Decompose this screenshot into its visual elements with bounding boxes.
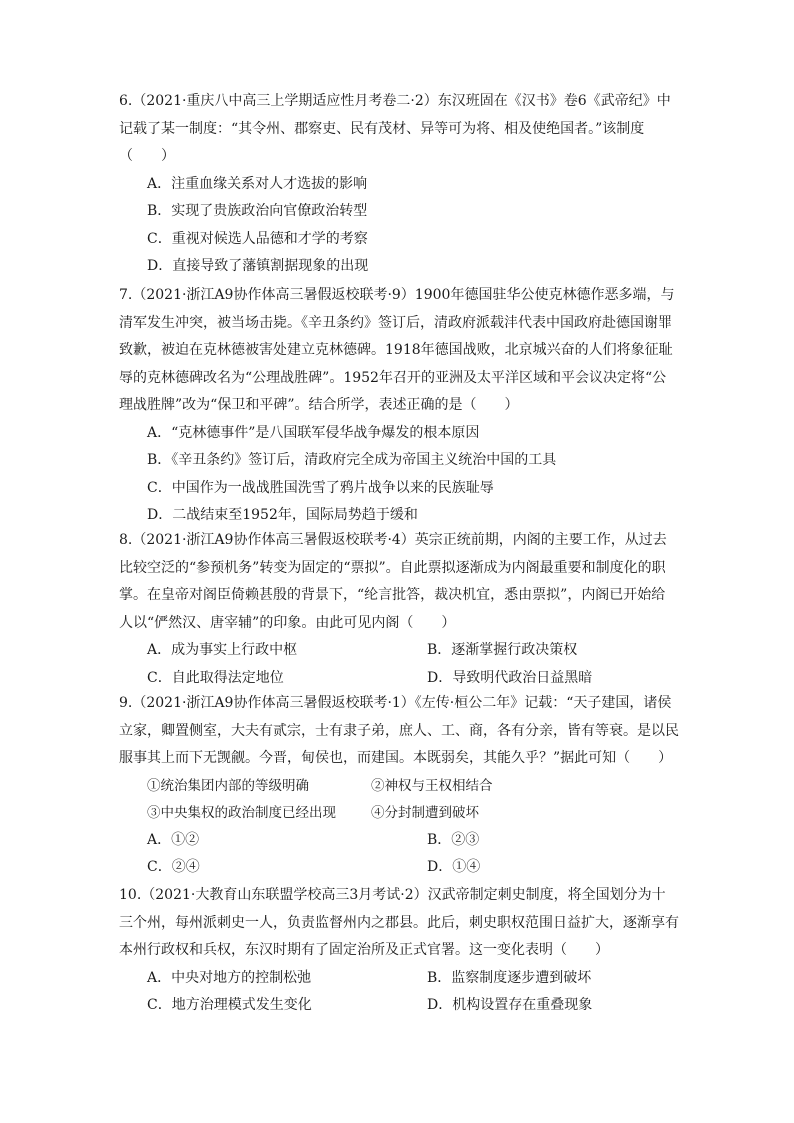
option-c[interactable]: C．重视对候选人品德和才学的考察 [147, 230, 368, 247]
question-8 [119, 527, 679, 692]
option-c[interactable]: C．中国作为一战战胜国洗雪了鸦片战争以来的民族耻辱 [147, 479, 494, 496]
option-b[interactable]: B．监察制度逐步遭到破坏 [427, 969, 592, 986]
option-c[interactable]: C．②④ [147, 859, 200, 875]
question-stem: 6.（2021·重庆八中高三上学期适应性月考卷二·2）东汉班固在《汉书》卷6《武帝纪》中记载了某一制度：“其令州、郡察吏、民有茂材、异等可为将、相及使绝国者。”该制度（ ） [119, 93, 671, 164]
statement-4: ④分封制遭到破坏 [371, 804, 479, 821]
statement-3: ③中央集权的政治制度已经出现 [147, 804, 336, 821]
option-d[interactable]: D．机构设置存在重叠现象 [427, 997, 593, 1013]
option-c[interactable]: C．自此取得法定地位 [147, 669, 284, 686]
option-a[interactable]: A．①② [147, 831, 200, 848]
option-b[interactable]: B．实现了贵族政治向官僚政治转型 [147, 203, 368, 219]
option-d[interactable]: D．导致明代政治日益黑暗 [427, 669, 593, 686]
question-stem: 10.（2021·大教育山东联盟学校高三3月考试·2）汉武帝制定刺史制度，将全国划分为十三个州，每州派刺史一人，负责监督州内之郡县。此后，刺史职权范围日益扩大，逐渐享有本州行政权和兵权，东汉时期有了固定治所及正式官署。这一变化表明（ ） [119, 887, 679, 958]
option-d[interactable]: D．①④ [427, 859, 481, 875]
option-d[interactable]: D．二战结束至1952年，国际局势趋于缓和 [147, 507, 418, 523]
option-d[interactable]: D．直接导致了藩镇割据现象的出现 [147, 258, 369, 274]
option-b[interactable]: B．②③ [427, 831, 480, 848]
question-stem: 7.（2021·浙江A9协作体高三暑假返校联考·9）1900年德国驻华公使克林德作恶多端，与清军发生冲突，被当场击毙。《辛丑条约》签订后，清政府派载沣代表中国政府赴德国谢罪致歉，被迫在克林德被害处建立克林德碑。1918年德国战败，北京城兴奋的人们将象征耻辱的克林德碑改名为“公理战胜碑”。1952年召开的亚洲及太平洋区域和平会议决定将“公理战胜牌”改为“保卫和平碑”。结合所学，表述正确的是（ ） [119, 287, 675, 413]
question-stem: 8.（2021·浙江A9协作体高三暑假返校联考·4）英宗正统前期，内阁的主要工作，从过去比较空泛的“参预机务”转变为固定的“票拟”。自此票拟逐渐成为内阁最重要和制度化的职掌。在皇帝对阁臣倚赖甚殷的背景下，“纶言批答，裁决机宜，悉由票拟”，内阁已开始给人以“俨然汉、唐宰辅”的印象。由此可见内阁（ ） [119, 532, 667, 631]
question-7 [119, 282, 679, 530]
option-b[interactable]: B．《辛丑条约》签订后，清政府完全成为帝国主义统治中国的工具 [147, 452, 557, 468]
question-stem: 9.（2021·浙江A9协作体高三暑假返校联考·1）《左传·桓公二年》记载：“天子建国，诸侯立家，卿置侧室，大夫有贰宗，士有隶子弟，庶人、工、商，各有分亲，皆有等衰。是以民服事其上而下无觊觎。今晋，甸侯也，而建国。本既弱矣，其能久乎？”据此可知（ ） [119, 695, 679, 766]
question-9 [119, 690, 679, 882]
question-10 [119, 882, 679, 1020]
option-a[interactable]: A．“克林德事件”是八国联军侵华战争爆发的根本原因 [147, 424, 480, 441]
option-a[interactable]: A．中央对地方的控制松弛 [147, 969, 312, 986]
option-c[interactable]: C．地方治理模式发生变化 [147, 997, 312, 1013]
question-6 [119, 88, 679, 281]
option-b[interactable]: B．逐渐掌握行政决策权 [427, 642, 578, 658]
option-a[interactable]: A．注重血缘关系对人才选拔的影响 [147, 175, 368, 192]
statement-2: ②神权与王权相结合 [371, 777, 493, 794]
statement-1: ①统治集团内部的等级明确 [147, 777, 309, 794]
option-a[interactable]: A．成为事实上行政中枢 [147, 642, 298, 658]
